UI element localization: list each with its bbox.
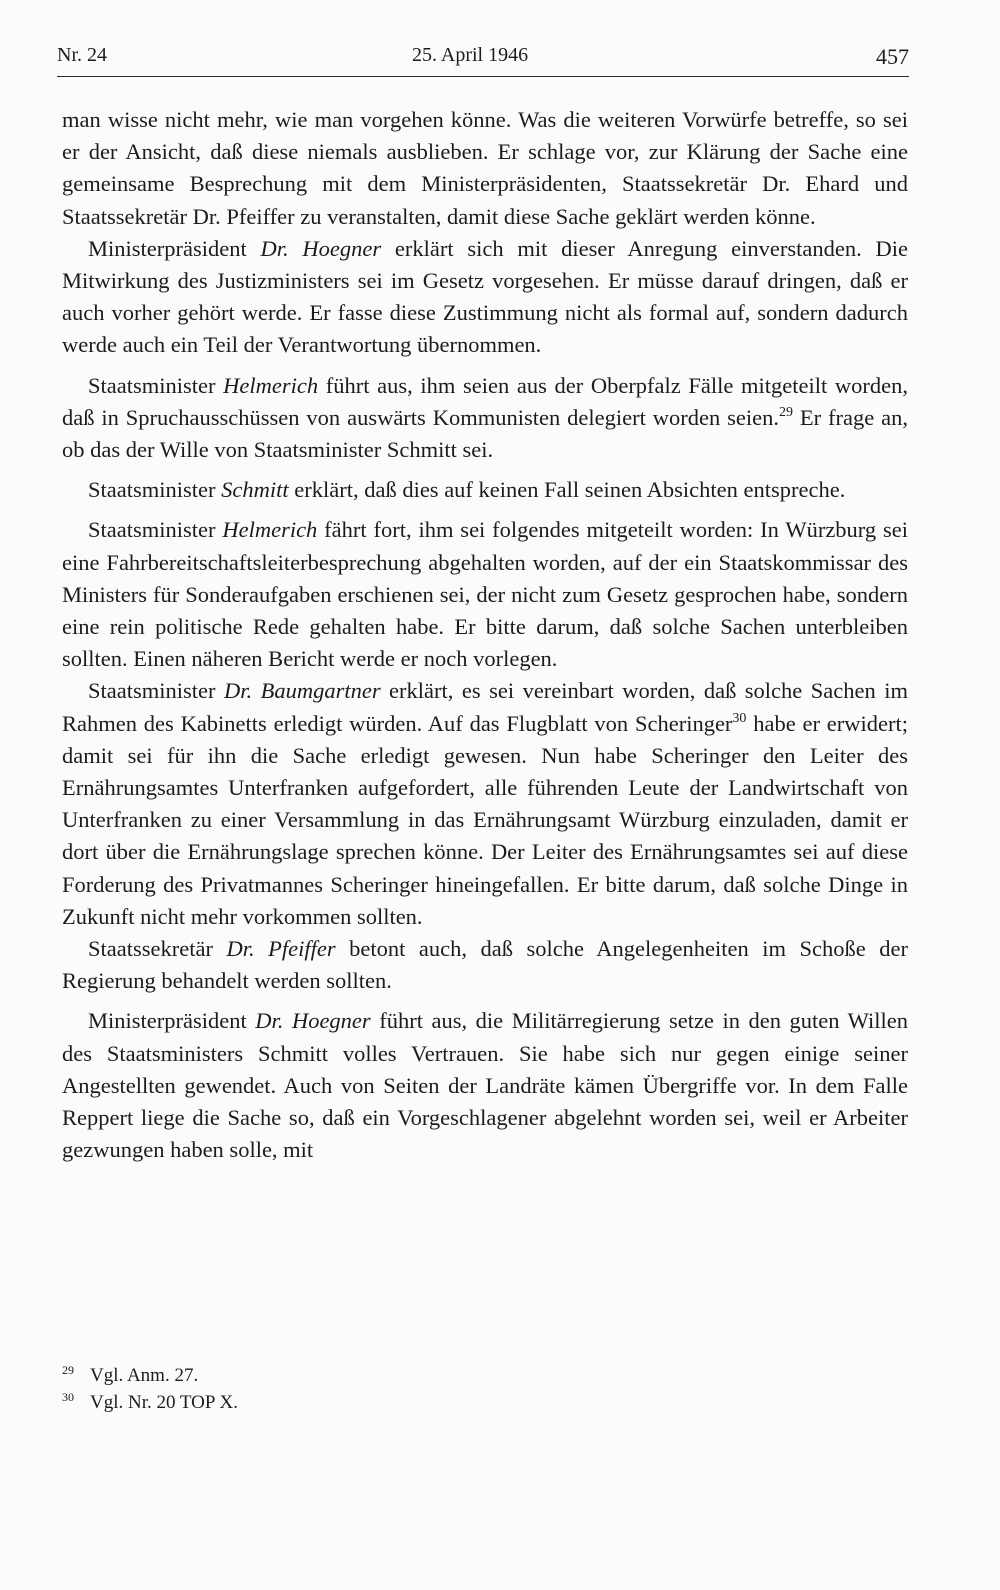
speaker-title: Staatsminister bbox=[88, 477, 222, 503]
speaker-title: Ministerpräsident bbox=[88, 235, 261, 261]
paragraph bbox=[62, 514, 908, 675]
paragraph bbox=[62, 474, 908, 506]
document-date: 25. April 1946 bbox=[412, 44, 529, 66]
speaker-name: Dr. Hoegner bbox=[260, 235, 382, 261]
speaker-title: Staatssekretär bbox=[88, 936, 227, 962]
paragraph-text: Er frage an, ob das der Wille von Staatsminister Schmitt sei. bbox=[62, 404, 908, 463]
paragraph bbox=[62, 370, 908, 467]
paragraph-text: erklärt sich mit dieser Anregung einverstanden. Die Mitwirkung des Justizministers sei im Gesetz vorgesehen. Er müsse darauf dringen, daß er auch vorher gehört werde. Er fasse diese Zustimmung nicht als formal auf, sondern dadurch werde auch ein Teil der Verantwortung übernommen. bbox=[62, 235, 908, 358]
footnote bbox=[62, 1362, 762, 1389]
speaker-name: Helmerich bbox=[222, 517, 318, 543]
footnotes bbox=[62, 1362, 762, 1416]
speaker-title: Staatsminister bbox=[88, 678, 224, 704]
paragraph bbox=[62, 233, 908, 362]
footnote-number: 29 bbox=[62, 1363, 74, 1377]
paragraph-text: führt aus, ihm seien aus der Oberpfalz Fälle mitgeteilt worden, daß in Spruchausschüssen von auswärts Kommunisten delegiert worden seien. bbox=[62, 372, 908, 430]
paragraph bbox=[62, 1005, 908, 1166]
paragraph-text: man wisse nicht mehr, wie man vorgehen könne. Was die weiteren Vorwürfe betreffe, so sei er der Ansicht, daß diese niemals ausblieben. Er schlage vor, zur Klärung der Sache eine gemeinsame Besprechung mit dem Ministerpräsidenten, Staatssekretär Dr. Ehard und Staatssekretär Dr. Pfeiffer zu veranstalten, damit diese Sache geklärt werden könne. bbox=[62, 107, 908, 229]
paragraph bbox=[62, 104, 908, 233]
speaker-name: Dr. Hoegner bbox=[255, 1008, 371, 1034]
paragraph bbox=[62, 675, 908, 933]
paragraph-text: führt aus, die Militärregierung setze in den guten Willen des Staatsministers Schmitt volles Vertrauen. Sie habe sich nur gegen einige seiner Angestellten gewendet. Auch von Seiten der Landräte kämen Übergriffe vor. In dem Falle Reppert liege die Sache so, daß ein Vorgeschlagener abgelehnt worden sei, weil er Arbeiter gezwungen haben solle, mit bbox=[62, 1008, 908, 1163]
speaker-name: Helmerich bbox=[223, 372, 319, 398]
body-text bbox=[62, 104, 908, 1167]
footnote-number: 30 bbox=[62, 1390, 74, 1404]
paragraph bbox=[62, 933, 908, 997]
header-rule bbox=[57, 76, 909, 77]
speaker-title: Staatsminister bbox=[88, 372, 224, 398]
speaker-name: Schmitt bbox=[221, 477, 289, 503]
footnote-text: Vgl. Nr. 20 TOP X. bbox=[90, 1392, 238, 1413]
paragraph-text: fährt fort, ihm sei folgendes mitgeteilt worden: In Würzburg sei eine Fahrbereitschaftsleiterbesprechung abgehalten worden, auf der ein Staatskommissar des Ministers für Sonderaufgaben erschienen sei, der nicht zum Gesetz gesprochen habe, sondern eine rein politische Rede gehalten habe. Er bitte darum, daß solche Sachen unterbleiben sollten. Einen näheren Bericht werde er noch vorlegen. bbox=[62, 517, 908, 672]
speaker-title: Ministerpräsident bbox=[88, 1008, 256, 1034]
document-number: Nr. 24 bbox=[57, 44, 107, 66]
paragraph-text: erklärt, es sei vereinbart worden, daß solche Sachen im Rahmen des Kabinetts erledigt würden. Auf das Flugblatt von Scheringer bbox=[62, 678, 908, 736]
paragraph-text: habe er erwidert; damit sei für ihn die Sache erledigt gewesen. Nun habe Scheringer den Leiter des Ernährungsamtes Unterfranken aufgefordert, alle führenden Leute der Landwirtschaft von Unterfranken zu einer Versammlung in das Ernährungsamt Würzburg einzuladen, damit er dort über die Ernährungslage sprechen könne. Der Leiter des Ernährungsamtes sei auf diese Forderung des Privatmannes Scheringer hineingefallen. Er bitte darum, daß solche Dinge in Zukunft nicht mehr vorkommen sollten. bbox=[62, 710, 908, 929]
paragraph-text: erklärt, daß dies auf keinen Fall seinen Absichten entspreche. bbox=[288, 477, 846, 503]
running-head bbox=[57, 44, 909, 72]
footnote-ref: 30 bbox=[732, 710, 747, 726]
page-number: 457 bbox=[876, 44, 909, 69]
footnote bbox=[62, 1389, 762, 1416]
speaker-name: Dr. Baumgartner bbox=[223, 678, 381, 704]
footnote-ref: 29 bbox=[778, 404, 793, 420]
speaker-name: Dr. Pfeiffer bbox=[226, 936, 336, 962]
speaker-title: Staatsminister bbox=[88, 517, 223, 543]
footnote-text: Vgl. Anm. 27. bbox=[90, 1365, 199, 1386]
paragraph-text: betont auch, daß solche Angelegenheiten im Schoße der Regierung behandelt werden sollten. bbox=[62, 936, 908, 994]
